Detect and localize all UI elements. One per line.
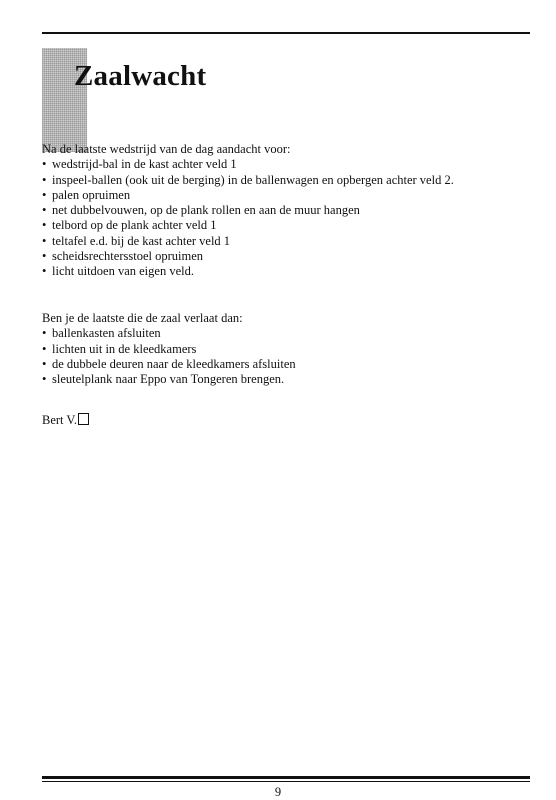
page-number: 9: [274, 785, 282, 799]
list-item: • scheidsrechtersstoel opruimen: [42, 249, 203, 264]
list-item: • net dubbelvouwen, op de plank rollen en aan de muur hangen: [42, 203, 360, 218]
signature: [42, 413, 89, 428]
bullet-icon: •: [42, 203, 47, 218]
section-2-intro: Ben je de laatste die de zaal verlaat dan:: [42, 311, 243, 325]
section-1-intro: Na de laatste wedstrijd van de dag aandacht voor:: [42, 142, 291, 156]
checkbox-square-icon: [78, 413, 89, 425]
page-title: Zaalwacht: [74, 60, 207, 92]
bottom-rule-thick: [42, 776, 530, 779]
bullet-icon: •: [42, 372, 47, 387]
section-leaving-hall: [42, 311, 296, 387]
list-item: • ballenkasten afsluiten: [42, 326, 161, 341]
bullet-icon: •: [42, 356, 47, 371]
list-item: • telbord op de plank achter veld 1: [42, 218, 217, 233]
list-item: • inspeel-ballen (ook uit de berging) in de ballenwagen en opbergen achter veld 2.: [42, 172, 454, 187]
signature-name: Bert V.: [42, 413, 77, 427]
bullet-icon: •: [42, 218, 47, 233]
section-after-last-match: [42, 142, 454, 280]
list-item: • lichten uit in de kleedkamers: [42, 341, 197, 356]
list-item: • licht uitdoen van eigen veld.: [42, 264, 194, 279]
top-rule: [42, 32, 530, 34]
list-item: • teltafel e.d. bij de kast achter veld 1: [42, 233, 231, 248]
section-1-list: [42, 157, 454, 279]
list-item: • palen opruimen: [42, 187, 131, 202]
bullet-icon: •: [42, 157, 47, 172]
bullet-icon: •: [42, 326, 47, 341]
bullet-icon: •: [42, 341, 47, 356]
list-item: • de dubbele deuren naar de kleedkamers afsluiten: [42, 356, 296, 371]
bullet-icon: •: [42, 187, 47, 202]
bullet-icon: •: [42, 264, 47, 279]
section-2-list: [42, 326, 296, 387]
list-item: • wedstrijd-bal in de kast achter veld 1: [42, 157, 237, 172]
bullet-icon: •: [42, 249, 47, 264]
list-item: • sleutelplank naar Eppo van Tongeren brengen.: [42, 372, 285, 387]
bullet-icon: •: [42, 172, 47, 187]
bottom-rule-thin: [42, 781, 530, 782]
bullet-icon: •: [42, 233, 47, 248]
